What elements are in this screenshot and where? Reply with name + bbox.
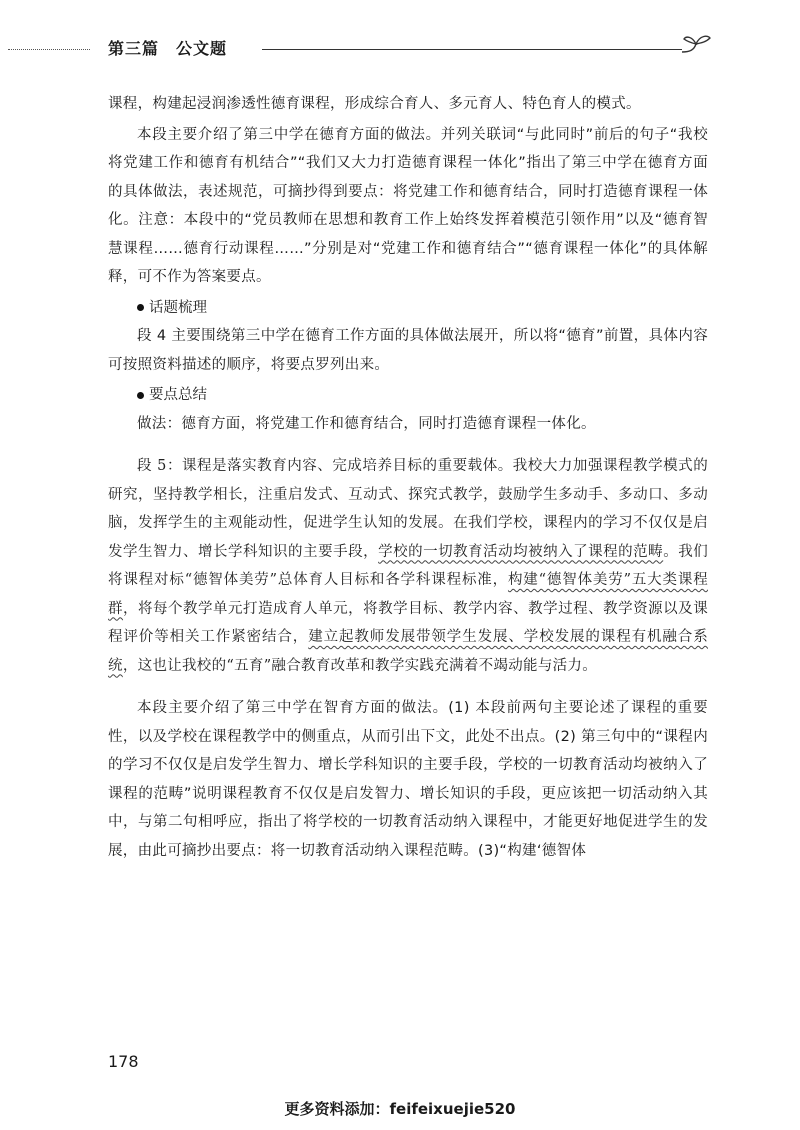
analysis-paragraph-moral: 本段主要介绍了第三中学在德育方面的做法。并列关联词“与此同时”前后的句子“我校将党建工作和德育有机结合”“我们又大力打造德育课程一体化”指出了第三中学在德育方面的具体做法，表述规范，可摘抄得到要点：将党建工作和德育结合，同时打造德育课程一体化。注意：本段中的“党员教师在思想和教育工作上始终发挥着模范引领作用”以及“德育智慧课程……德育行动课程……”分别是对“党建工作和德育结合”“德育课程一体化”的具体解释，可不作为答案要点。: [108, 126, 708, 285]
running-header: [0, 30, 800, 70]
wavy-underlined-text: 建立起教师发展带领学生发展、学校发展的课程有机融合系统: [108, 629, 708, 674]
key-points-summary: 做法：德育方面，将党建工作和德育结合，同时打造德育课程一体化。: [137, 415, 596, 432]
source-paragraph-5: [108, 452, 708, 680]
page-number: 178: [108, 1052, 139, 1071]
topic-sorting-paragraph: 段 4 主要围绕第三中学在德育工作方面的具体做法展开，所以将“德育”前置，具体内容可按照资料描述的顺序，将要点罗列出来。: [108, 328, 708, 373]
header-dotted-line: [8, 49, 90, 50]
bullet-label: 要点总结: [149, 387, 207, 403]
wavy-underlined-text: 构建“德智体美劳”五大类课程群: [108, 572, 708, 617]
analysis-paragraph-intellectual: 本段主要介绍了第三中学在智育方面的做法。(1) 本段前两句主要论述了课程的重要性，以及学校在课程教学中的侧重点，从而引出下文，此处不出点。(2) 第三句中的“课程内的学习不仅仅是启发学生智力、增长学科知识的主要手段，学校的一切教育活动均被纳入了课程的范畴”说明课程教育不仅仅是启发智力、增长知识的手段，更应该把一切活动纳入其中，与第二句相呼应，指出了将学校的一切教育活动纳入课程中，才能更好地促进学生的发展，由此可摘抄出要点：将一切教育活动纳入课程范畴。(3)“构建‘德智体: [108, 700, 708, 859]
text-run: ，将每个教学单元打造成育人单元，将教学目标、教学内容、教学过程、教学资源以及课程评价等相关工作紧密结合，: [108, 600, 708, 645]
bullet-key-points: [108, 381, 708, 410]
bullet-icon: [137, 304, 144, 311]
bullet-icon: [137, 392, 144, 399]
bullet-label: 话题梳理: [149, 299, 207, 316]
section-title: 第三篇 公文题: [108, 39, 228, 58]
wavy-underlined-text: 学校的一切教育活动均被纳入了课程的范畴: [378, 543, 664, 560]
bullet-topic-sorting: [108, 294, 708, 323]
footer-note: 更多资料添加：feifeixuejie520: [284, 1100, 516, 1118]
text-run: 段 5：课程是落实教育内容、完成培养目标的重要载体。我校大力加强课程教学模式的研究，坚持教学相长，注重启发式、互动式、探究式教学，鼓励学生多动手、多动口、多动脑，发挥学生的主观能动性，促进学生认知的发展。在我们学校，课程内的学习不仅仅是启发学生智力、增长学科知识的主要手段，: [108, 458, 708, 560]
paragraph-continuation: 课程，构建起浸润渗透性德育课程，形成综合育人、多元育人、特色育人的模式。: [108, 96, 641, 112]
sprout-icon: [680, 30, 714, 64]
header-rule: [262, 49, 682, 50]
text-run: ，这也让我校的“五育”融合教育改革和教学实践充满着不竭动能与活力。: [122, 657, 598, 674]
text-run: 。我们将课程对标“德智体美劳”总体育人目标和各学科课程标准，: [108, 543, 708, 588]
page-body: [108, 90, 708, 865]
